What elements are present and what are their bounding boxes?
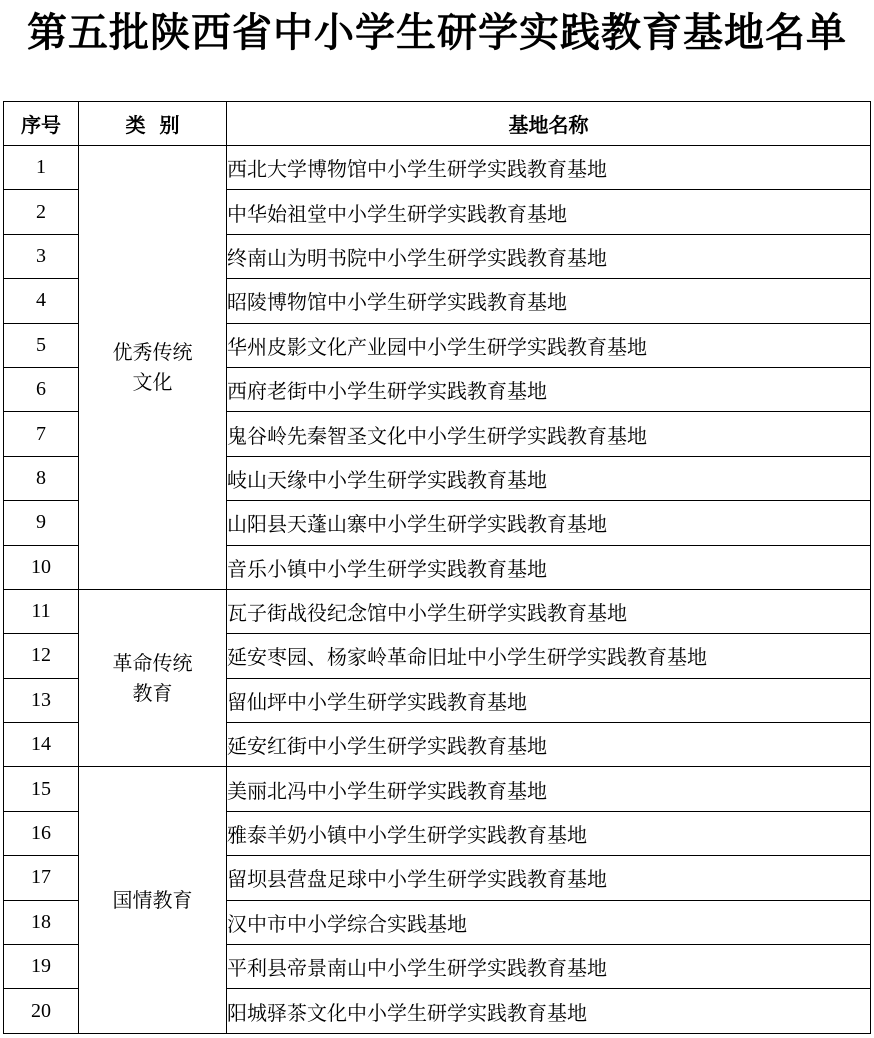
base-list-table [3, 101, 871, 1034]
base-name: 中华始祖堂中小学生研学实践教育基地 [227, 190, 871, 234]
row-number: 18 [4, 900, 79, 944]
base-name: 瓦子街战役纪念馆中小学生研学实践教育基地 [227, 589, 871, 633]
category-label: 教育 [132, 681, 173, 706]
row-number: 17 [4, 856, 79, 900]
base-name: 延安红街中小学生研学实践教育基地 [227, 723, 871, 767]
category-revolutionary-education [79, 589, 227, 767]
row-number: 3 [4, 234, 79, 278]
category-label: 国情教育 [112, 888, 193, 913]
base-name: 阳城驿茶文化中小学生研学实践教育基地 [227, 989, 871, 1033]
row-number: 2 [4, 190, 79, 234]
table-row [4, 589, 871, 633]
row-number: 14 [4, 723, 79, 767]
header-category: 类 别 [79, 102, 227, 146]
row-number: 4 [4, 279, 79, 323]
base-name: 终南山为明书院中小学生研学实践教育基地 [227, 234, 871, 278]
row-number: 12 [4, 634, 79, 678]
base-name: 雅泰羊奶小镇中小学生研学实践教育基地 [227, 811, 871, 855]
category-traditional-culture [79, 146, 227, 590]
base-name: 平利县帝景南山中小学生研学实践教育基地 [227, 945, 871, 989]
row-number: 1 [4, 146, 79, 190]
row-number: 7 [4, 412, 79, 456]
row-number: 8 [4, 456, 79, 500]
row-number: 19 [4, 945, 79, 989]
table-row [4, 767, 871, 811]
base-name: 留仙坪中小学生研学实践教育基地 [227, 678, 871, 722]
row-number: 6 [4, 367, 79, 411]
row-number: 20 [4, 989, 79, 1033]
category-national-conditions-education [79, 767, 227, 1033]
base-name: 岐山天缘中小学生研学实践教育基地 [227, 456, 871, 500]
base-name: 西北大学博物馆中小学生研学实践教育基地 [227, 146, 871, 190]
row-number: 11 [4, 589, 79, 633]
base-name: 昭陵博物馆中小学生研学实践教育基地 [227, 279, 871, 323]
header-seq: 序号 [4, 102, 79, 146]
row-number: 5 [4, 323, 79, 367]
base-name: 山阳县天蓬山寨中小学生研学实践教育基地 [227, 501, 871, 545]
base-name: 西府老街中小学生研学实践教育基地 [227, 367, 871, 411]
base-name: 留坝县营盘足球中小学生研学实践教育基地 [227, 856, 871, 900]
category-label: 革命传统 [112, 651, 193, 676]
row-number: 15 [4, 767, 79, 811]
row-number: 16 [4, 811, 79, 855]
row-number: 10 [4, 545, 79, 589]
row-number: 9 [4, 501, 79, 545]
table-header-row [4, 102, 871, 146]
table-row [4, 146, 871, 190]
base-name: 汉中市中小学综合实践基地 [227, 900, 871, 944]
page-title: 第五批陕西省中小学生研学实践教育基地名单 [27, 9, 847, 56]
base-name: 美丽北冯中小学生研学实践教育基地 [227, 767, 871, 811]
base-name: 延安枣园、杨家岭革命旧址中小学生研学实践教育基地 [227, 634, 871, 678]
row-number: 13 [4, 678, 79, 722]
base-name: 华州皮影文化产业园中小学生研学实践教育基地 [227, 323, 871, 367]
category-label: 文化 [132, 370, 173, 395]
base-name: 音乐小镇中小学生研学实践教育基地 [227, 545, 871, 589]
category-label: 优秀传统 [112, 340, 193, 365]
header-name: 基地名称 [227, 102, 871, 146]
base-name: 鬼谷岭先秦智圣文化中小学生研学实践教育基地 [227, 412, 871, 456]
